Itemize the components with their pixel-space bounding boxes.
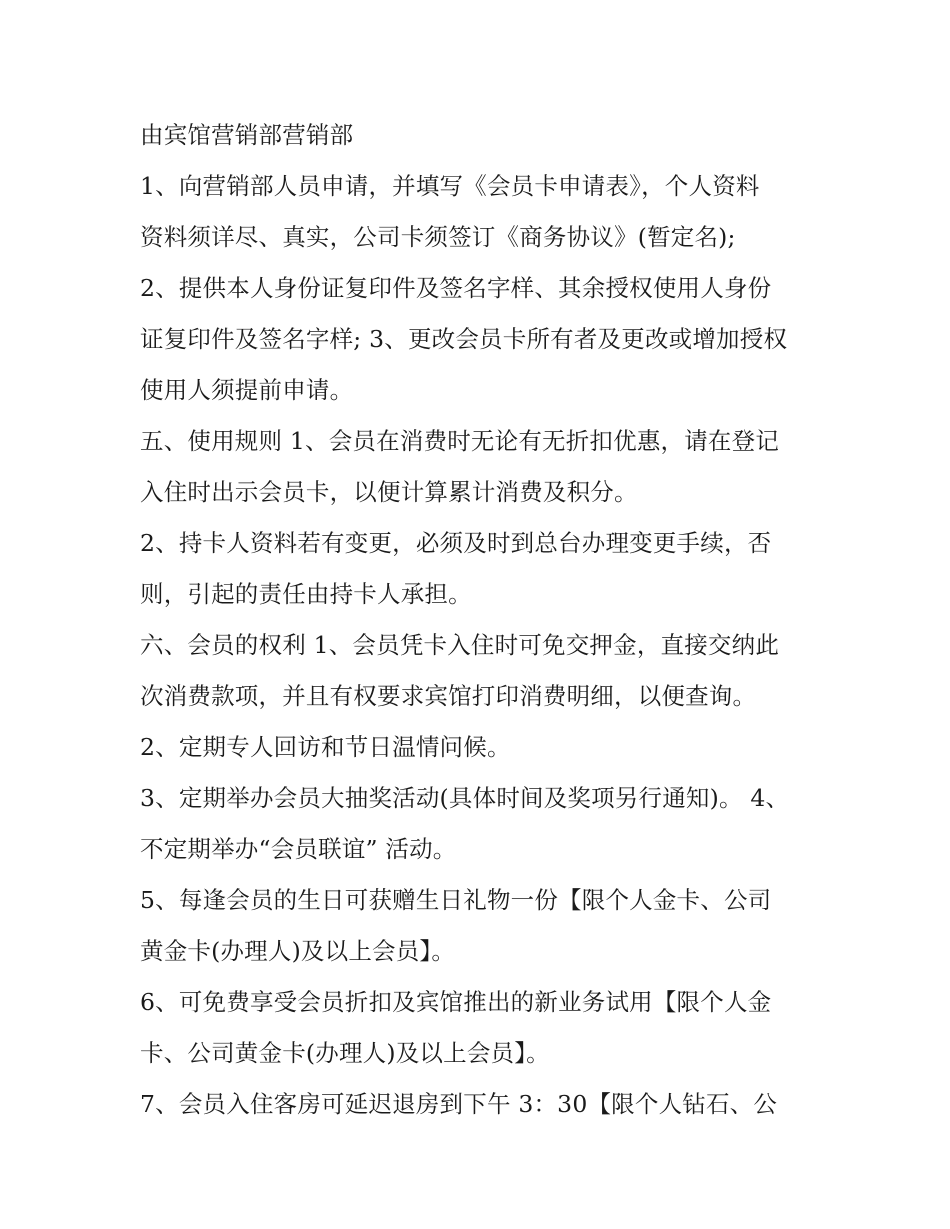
text-line: 2、提供本人身份证复印件及签名字样、其余授权使用人身份 — [140, 274, 772, 302]
text-line: 次消费款项，并且有权要求宾馆打印消费明细，以便查询。 — [140, 682, 757, 710]
text-line: 2、定期专人回访和节日温情问候。 — [140, 733, 511, 761]
text-line: 1、向营销部人员申请，并填写《会员卡申请表》，个人资料 — [140, 172, 760, 200]
text-line: 2、持卡人资料若有变更，必须及时到总台办理变更手续，否 — [140, 529, 772, 557]
text-line: 由宾馆营销部营销部 — [140, 121, 354, 149]
text-line: 入住时出示会员卡，以便计算累计消费及积分。 — [140, 478, 638, 506]
text-line: 资料须详尽、真实，公司卡须签订《商务协议》(暂定名); — [140, 223, 736, 251]
text-line: 黄金卡(办理人)及以上会员】。 — [140, 937, 456, 965]
text-line: 卡、公司黄金卡(办理人)及以上会员】。 — [140, 1039, 550, 1067]
text-line: 不定期举办“会员联谊” 活动。 — [140, 835, 457, 863]
text-line: 使用人须提前申请。 — [140, 376, 354, 404]
document-body — [140, 110, 820, 1130]
text-line: 五、使用规则 1、会员在消费时无论有无折扣优惠，请在登记 — [140, 427, 780, 455]
text-line: 3、定期举办会员大抽奖活动(具体时间及奖项另行通知)。 4、 — [140, 784, 790, 812]
text-line: 7、会员入住客房可延迟退房到下午 3：30【限个人钻石、公 — [140, 1090, 778, 1118]
text-line: 则，引起的责任由持卡人承担。 — [140, 580, 472, 608]
text-line: 六、会员的权利 1、会员凭卡入住时可免交押金，直接交纳此 — [140, 631, 780, 659]
text-line: 5、每逢会员的生日可获赠生日礼物一份【限个人金卡、公司 — [140, 886, 772, 914]
text-line: 证复印件及签名字样; 3、更改会员卡所有者及更改或增加授权 — [140, 325, 788, 353]
text-line: 6、可免费享受会员折扣及宾馆推出的新业务试用【限个人金 — [140, 988, 772, 1016]
